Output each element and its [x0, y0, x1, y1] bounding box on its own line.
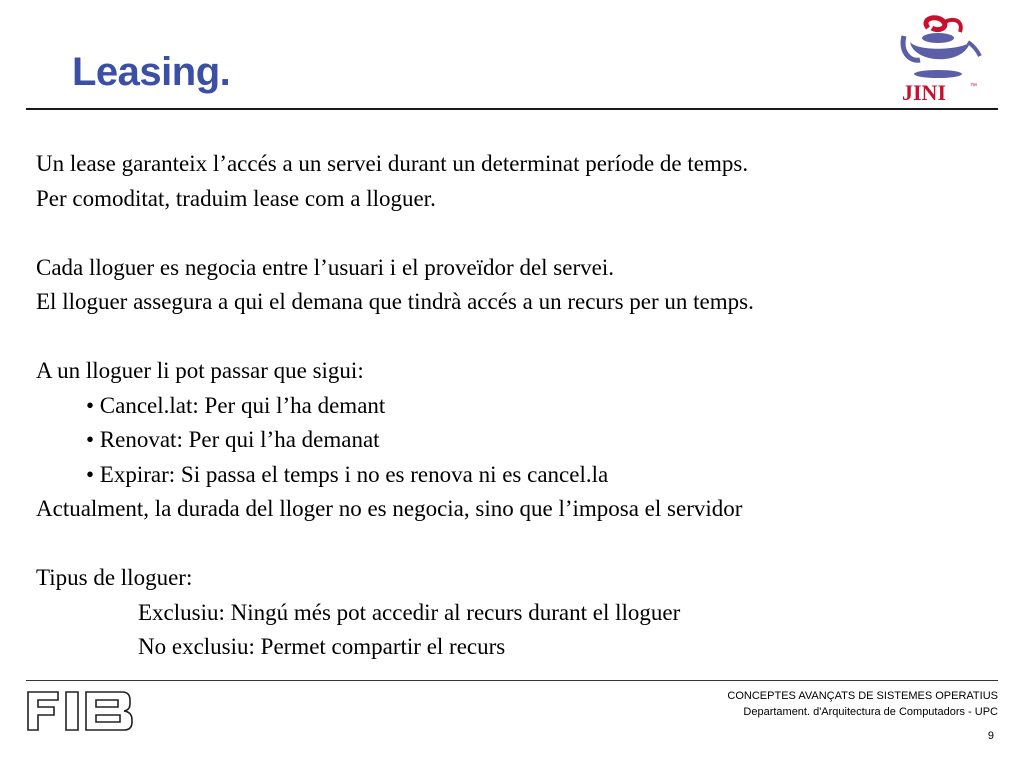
- bullet-item: • Expirar: Si passa el temps i no es renova ni es cancel.la: [86, 461, 609, 487]
- footer-course: CONCEPTES AVANÇATS DE SISTEMES OPERATIUS: [727, 690, 998, 702]
- jini-lamp-icon: [898, 12, 982, 104]
- body-line: Un lease garanteix l’accés a un servei durant un determinat període de temps.: [36, 151, 749, 176]
- spacer: [36, 216, 996, 251]
- fib-logo-icon: [26, 688, 138, 734]
- body-line: Actualment, la durada del lloger no es negocia, sino que l’imposa el servidor: [36, 496, 743, 521]
- footer-info: [727, 688, 998, 720]
- slide-title: Leasing.: [72, 50, 231, 94]
- indented-item: No exclusiu: Permet compartir el recurs: [138, 634, 506, 659]
- jini-tm-mark: ™: [970, 83, 977, 90]
- body-line: Cada lloguer es negocia entre l’usuari i el proveïdor del servei.: [36, 254, 614, 280]
- page-number: 9: [987, 730, 994, 742]
- bullet-item: • Cancel.lat: Per qui l’ha demant: [86, 392, 386, 418]
- jini-logo-text: JINI: [902, 80, 947, 104]
- slide-body: [36, 147, 996, 665]
- fib-logo-text: [138, 688, 139, 689]
- body-line: Tipus de lloguer:: [36, 565, 193, 590]
- spacer: [36, 320, 996, 355]
- indented-item: Exclusiu: Ningú més pot accedir al recurs durant el lloguer: [138, 599, 681, 625]
- footer-divider: [26, 680, 998, 681]
- fib-logo: [26, 688, 138, 734]
- jini-logo: [898, 12, 982, 104]
- header-divider: [26, 108, 998, 110]
- spacer: [36, 527, 996, 562]
- body-line: Per comoditat, traduim lease com a lloguer.: [36, 185, 436, 211]
- body-line: El lloguer assegura a qui el demana que tindrà accés a un recurs per un temps.: [36, 289, 754, 314]
- footer-department: Departament. d'Arquitectura de Computadors - UPC: [743, 706, 998, 718]
- bullet-item: • Renovat: Per qui l’ha demanat: [86, 427, 380, 452]
- body-line: A un lloguer li pot passar que sigui:: [36, 358, 364, 383]
